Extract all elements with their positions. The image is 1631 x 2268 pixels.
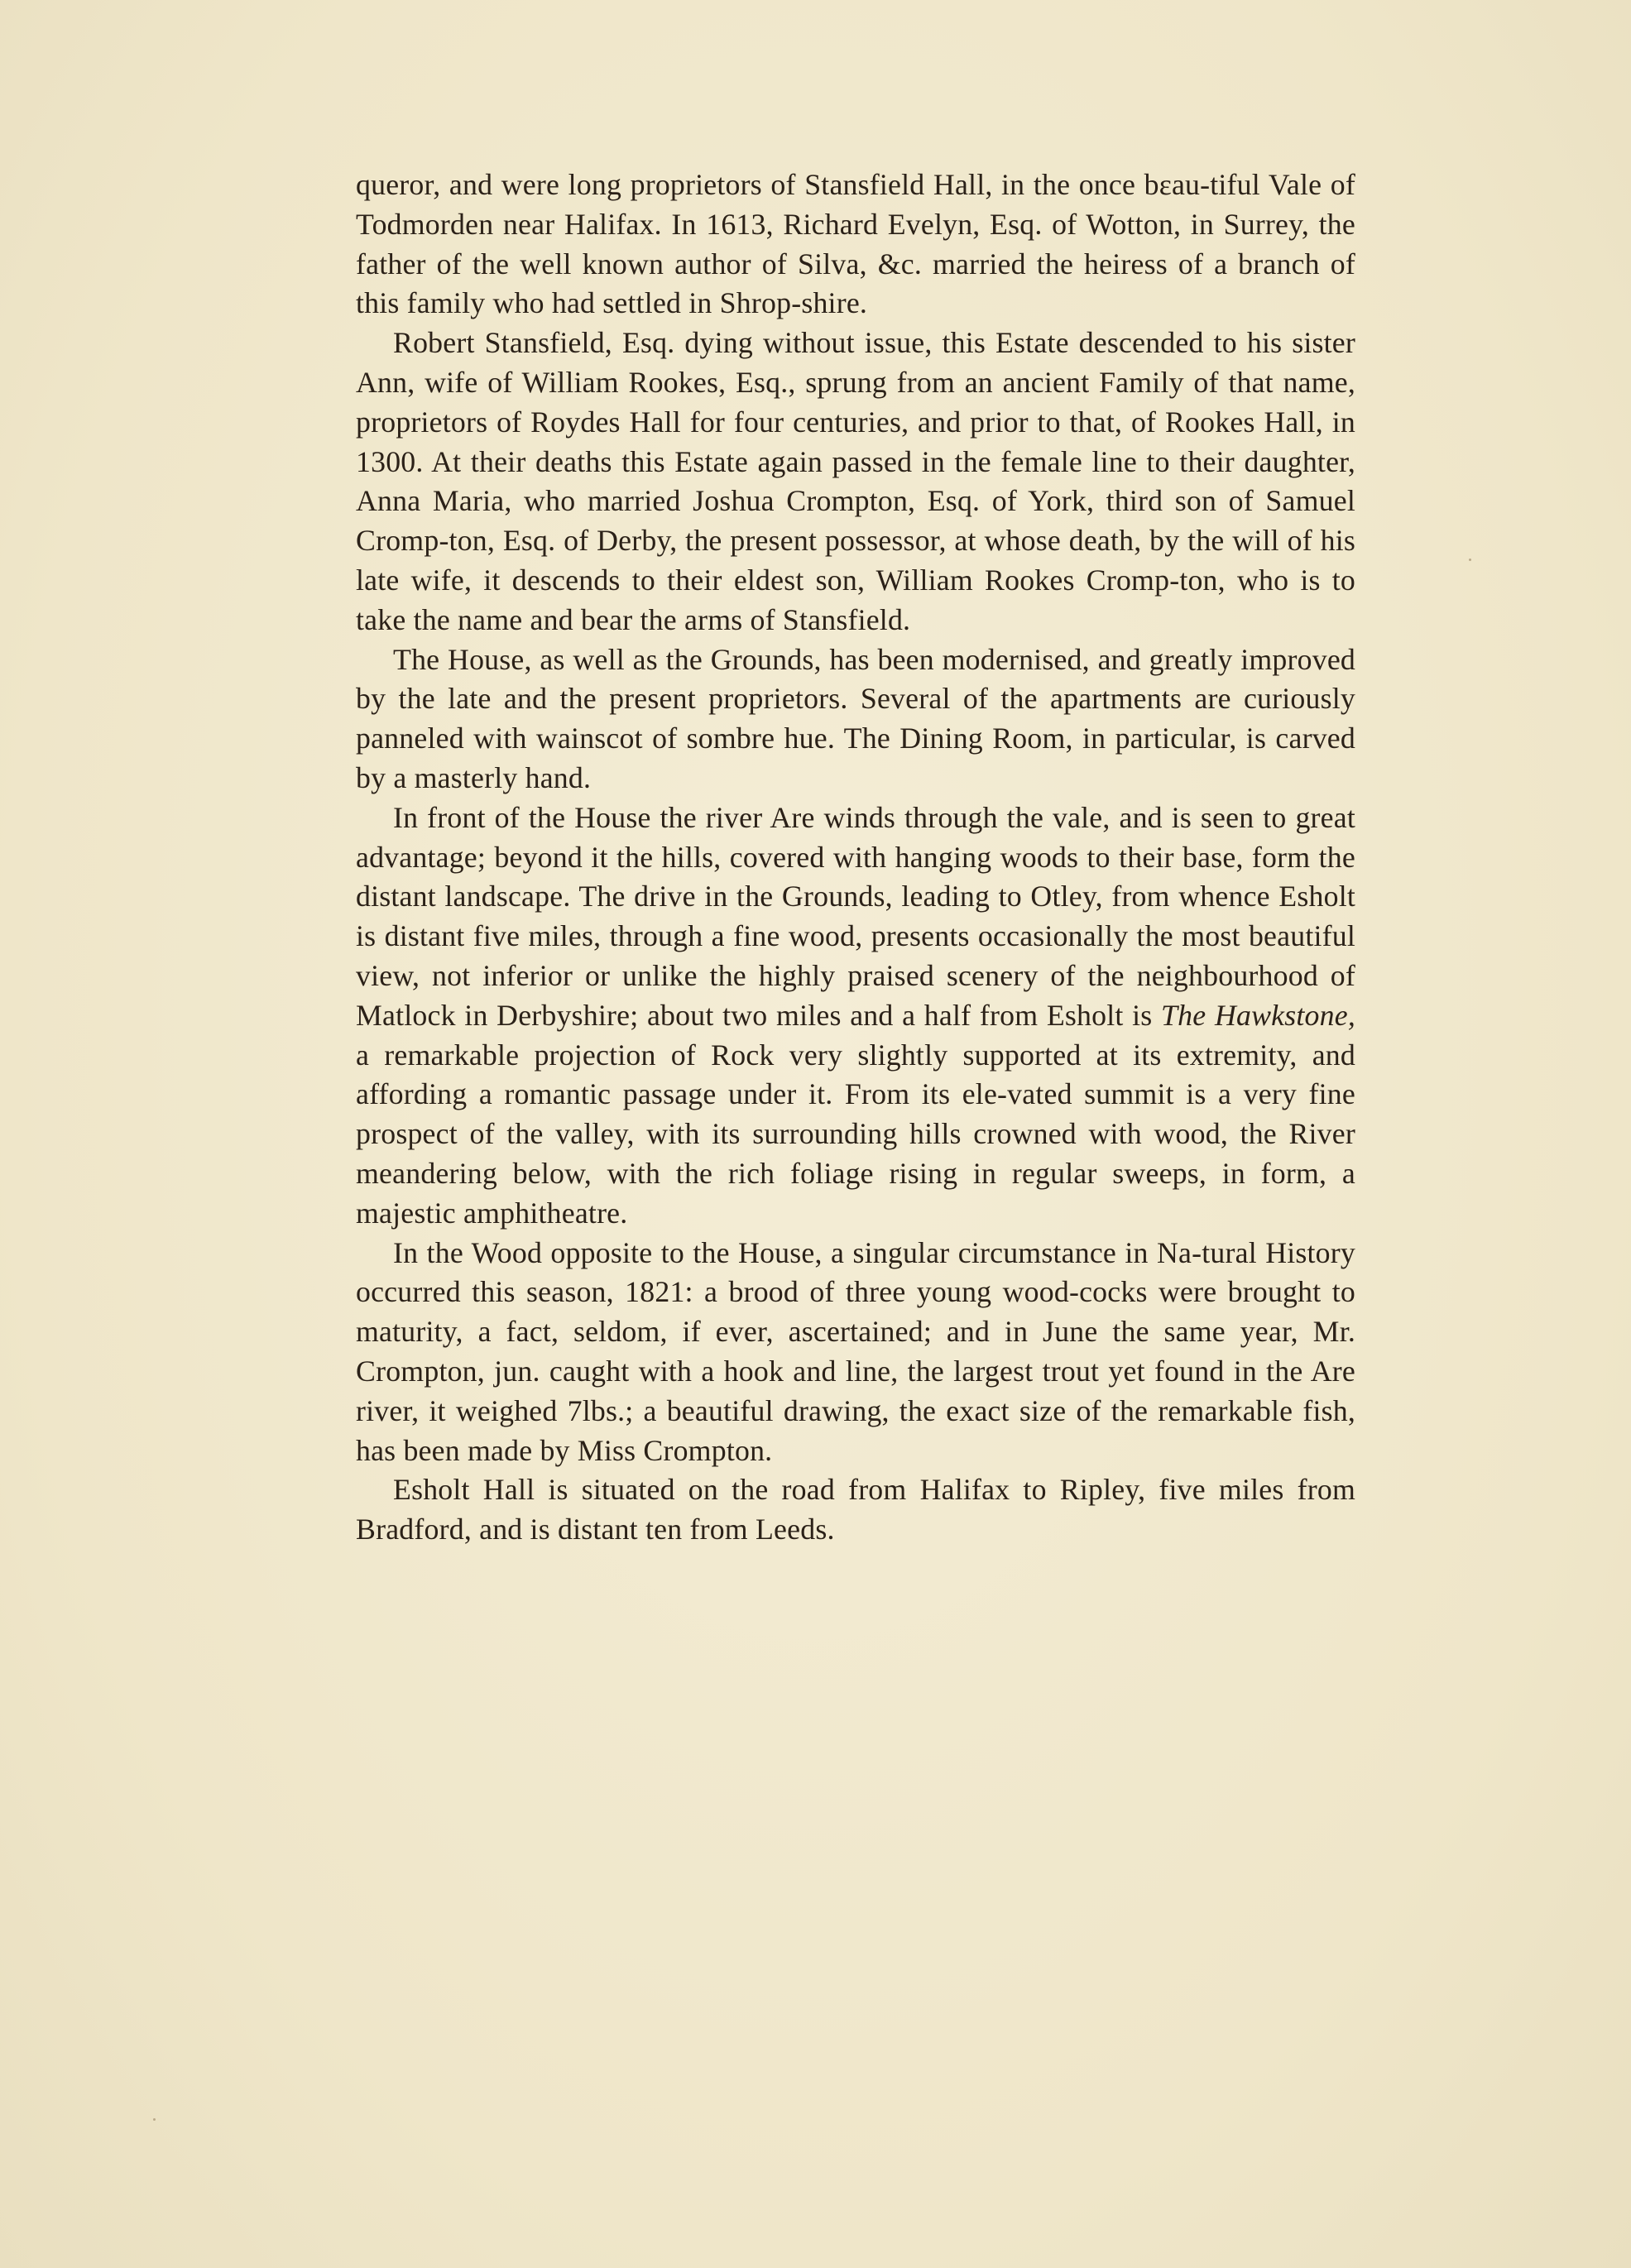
paper-speck [1469,559,1471,561]
paragraph-2 [356,324,1355,640]
paragraph-text: queror, and were long proprietors of Stansfield Hall, in the once bεau-tiful Vale of Todmorden near Halifax. In 1613, Richard Evelyn, Esq. of Wotton, in Surrey, the father of the well known author of Silva, &c. married the heiress of a branch of this family who had settled in Shrop-shire. [356,168,1355,320]
paragraph-5 [356,1234,1355,1471]
paragraph-text: The House, as well as the Grounds, has been modernised, and greatly improved by the late and the present proprietors. Several of the apartments are curiously panneled with wainscot of sombre hue. The Dining Room, in particular, is carved by a masterly hand. [356,642,1355,794]
paragraph-text: In front of the House the river Are winds through the vale, and is seen to great advantage; beyond it the hills, covered with hanging woods to their base, form the distant landscape. The drive in the Grounds, leading to Otley, from whence Esholt is distant five miles, through a fine wood, presents occasionally the most beautiful view, not inferior or unlike the highly praised scenery of the neighbourhood of Matlock in Derbyshire; about two miles and a half from Esholt is [356,800,1355,1032]
paragraph-6 [356,1470,1355,1550]
italic-place-name: The Hawkstone, [1161,998,1355,1032]
paragraph-text: a remarkable projection of Rock very slightly supported at its extremity, and affording a romantic passage under it. From its ele-vated summit is a very fine prospect of the valley, with its surrounding hills crowned with wood, the River meandering below, with the rich foliage rising in regular sweeps, in form, a majestic amphitheatre. [356,1038,1355,1230]
paragraph-1 [356,165,1355,324]
paragraph-text: In the Wood opposite to the House, a singular circumstance in Na-tural History occurred this season, 1821: a brood of three young wood-cocks were brought to maturity, a fact, seldom, if ever, ascertained; and in June the same year, Mr. Crompton, jun. caught with a hook and line, the largest trout yet found in the Are river, it weighed 7lbs.; a beautiful drawing, the exact size of the remarkable fish, has been made by Miss Crompton. [356,1235,1355,1467]
paragraph-4 [356,798,1355,1234]
paragraph-text: Robert Stansfield, Esq. dying without issue, this Estate descended to his sister Ann, wife of William Rookes, Esq., sprung from an ancient Family of that name, proprietors of Roydes Hall for four centuries, and prior to that, of Rookes Hall, in 1300. At their deaths this Estate again passed in the female line to their daughter, Anna Maria, who married Joshua Crompton, Esq. of York, third son of Samuel Cromp-ton, Esq. of Derby, the present possessor, at whose death, by the will of his late wife, it descends to their eldest son, William Rookes Cromp-ton, who is to take the name and bear the arms of Stansfield. [356,326,1355,636]
body-text [356,165,1355,1550]
paragraph-text: Esholt Hall is situated on the road from Halifax to Ripley, five miles from Bradford, and is distant ten from Leeds. [356,1473,1355,1546]
paragraph-3 [356,640,1355,798]
paper-speck [153,2118,156,2121]
